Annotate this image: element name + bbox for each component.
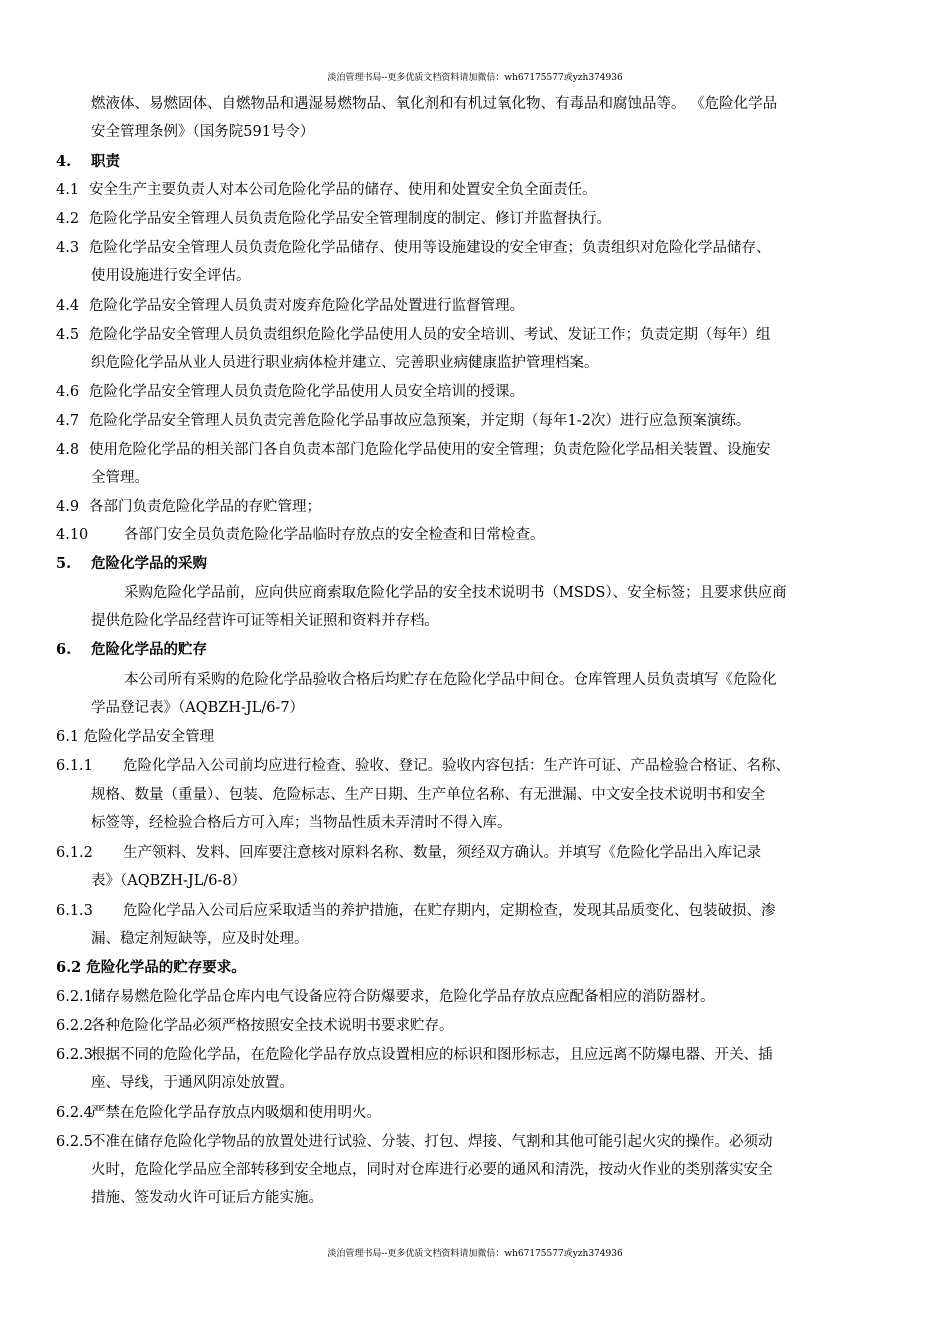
section-5-para-line-1: 采购危险化学品前，应向供应商索取危险化学品的安全技术说明书（MSDS）、安全标签；且要求供应商 [124,585,787,601]
item-6-2-2 [56,1012,454,1040]
item-text: 危险化学品安全管理人员负责危险化学品安全管理制度的制定、修订并监督执行。 [89,211,611,227]
item-text: 储存易燃危险化学品仓库内电气设备应符合防爆要求，危险化学品存放点应配备相应的消防器材。 [91,989,715,1005]
item-number: 4.9 [56,499,80,515]
item-number: 4.4 [56,298,80,314]
item-4-4 [56,292,524,320]
item-4-2 [56,205,611,233]
item-6-2-3 [56,1041,773,1069]
item-number: 4.8 [56,442,80,458]
item-6-2-5-cont-1: 火时，危险化学品应全部转移到安全地点，同时对仓库进行必要的通风和清洗，按动火作业的类别落实安全 [91,1162,773,1178]
item-4-5-cont: 织危险化学品从业人员进行职业病体检并建立、完善职业病健康监护管理档案。 [91,355,599,371]
page-footer: 淡泊管理书局--更多优质文档资料请加微信：wh67175577或yzh374936 [327,1249,623,1259]
item-text: 危险化学品安全管理人员负责完善危险化学品事故应急预案，并定期（每年1-2次）进行应急预案演练。 [89,413,751,429]
page-header: 淡泊管理书局--更多优质文档资料请加微信：wh67175577或yzh374936 [327,73,623,83]
item-text: 根据不同的危险化学品，在危险化学品存放点设置相应的标识和图形标志，且应远离不防爆电器、开关、插 [91,1047,773,1063]
section-6-heading [56,636,207,664]
item-text: 生产领料、发料、回库要注意核对原料名称、数量，须经双方确认。并填写《危险化学品出入库记录 [123,845,761,861]
item-number: 4.1 [56,182,80,198]
item-number: 6.2.3 [56,1047,93,1063]
item-text: 危险化学品安全管理人员负责危险化学品储存、使用等设施建设的安全审查；负责组织对危险化学品储存、 [89,240,771,256]
item-6-1-2 [56,839,761,867]
section-number: 4. [56,153,72,170]
item-4-3-cont: 使用设施进行安全评估。 [91,268,251,284]
item-4-8 [56,436,771,464]
item-4-9 [56,493,321,521]
section-6-para-line-1: 本公司所有采购的危险化学品验收合格后均贮存在危险化学品中间仓。仓库管理人员负责填写《危险化 [124,672,777,688]
subsection-6-1-heading: 6.1 危险化学品安全管理 [56,729,215,745]
item-text: 危险化学品入公司前均应进行检查、验收、登记。验收内容包括：生产许可证、产品检验合格证、名称、 [123,758,790,774]
section-title: 危险化学品的贮存 [91,641,207,658]
section-number: 6. [56,641,72,658]
item-number: 6.2.5 [56,1134,93,1150]
item-6-1-1-cont-2: 标签等，经检验合格后方可入库；当物品性质未弄清时不得入库。 [91,815,512,831]
section-title: 职责 [91,153,120,170]
item-4-6 [56,378,524,406]
item-6-2-5 [56,1128,773,1156]
item-text: 各部门负责危险化学品的存贮管理； [89,499,321,515]
item-text: 各部门安全员负责危险化学品临时存放点的安全检查和日常检查。 [124,527,545,543]
item-4-3 [56,234,771,262]
item-6-1-3 [56,897,776,925]
item-number: 6.2.1 [56,989,93,1005]
section-6-para-line-2: 学品登记表》（AQBZH-JL/6-7） [91,700,305,716]
item-6-2-1 [56,983,715,1011]
item-4-5 [56,321,771,349]
item-number: 6.1.1 [56,758,93,774]
intro-line-1: 燃液体、易燃固体、自燃物品和遇湿易燃物品、氧化剂和有机过氧化物、有毒品和腐蚀品等。 《危险化学品 [91,96,778,112]
item-number: 4.3 [56,240,80,256]
item-text: 危险化学品入公司后应采取适当的养护措施，在贮存期内，定期检查，发现其品质变化、包装破损、渗 [123,903,776,919]
subsection-6-2-heading: 6.2 危险化学品的贮存要求。 [56,959,246,976]
item-number: 4.2 [56,211,80,227]
item-text: 各种危险化学品必须严格按照安全技术说明书要求贮存。 [91,1018,454,1034]
section-5-para-line-2: 提供危险化学品经营许可证等相关证照和资料并存档。 [91,613,439,629]
item-4-8-cont: 全管理。 [91,470,149,486]
item-text: 使用危险化学品的相关部门各自负责本部门危险化学品使用的安全管理；负责危险化学品相关装置、设施安 [89,442,771,458]
item-number: 4.6 [56,384,80,400]
item-number: 6.2.2 [56,1018,93,1034]
item-number: 6.2.4 [56,1105,93,1121]
item-6-1-3-cont: 漏、稳定剂短缺等，应及时处理。 [91,931,309,947]
item-number: 6.1.2 [56,845,93,861]
item-text: 危险化学品安全管理人员负责对废弃危险化学品处置进行监督管理。 [89,298,524,314]
item-number: 4.5 [56,327,80,343]
item-text: 不准在储存危险化学物品的放置处进行试验、分装、打包、焊接、气割和其他可能引起火灾的操作。必须动 [91,1134,773,1150]
item-4-10 [56,521,545,549]
item-6-2-5-cont-2: 措施、签发动火许可证后方能实施。 [91,1190,323,1206]
item-number: 4.7 [56,413,80,429]
item-text: 严禁在危险化学品存放点内吸烟和使用明火。 [91,1105,381,1121]
item-6-2-4 [56,1099,381,1127]
section-5-heading [56,550,207,578]
item-4-1 [56,176,597,204]
item-6-1-1-cont-1: 规格、数量（重量）、包装、危险标志、生产日期、生产单位名称、有无泄漏、中文安全技术说明书和安全 [91,787,766,803]
item-6-1-1 [56,752,790,780]
item-6-1-2-cont: 表》（AQBZH-JL/6-8） [91,873,247,889]
item-text: 危险化学品安全管理人员负责组织危险化学品使用人员的安全培训、考试、发证工作；负责定期（每年）组 [89,327,771,343]
section-title: 危险化学品的采购 [91,555,207,572]
item-number: 6.1.3 [56,903,93,919]
item-4-7 [56,407,750,435]
item-number: 4.10 [56,527,89,543]
item-6-2-3-cont: 座、导线，于通风阴凉处放置。 [91,1075,294,1091]
section-number: 5. [56,555,72,572]
section-4-heading [56,148,120,176]
item-text: 危险化学品安全管理人员负责危险化学品使用人员安全培训的授课。 [89,384,524,400]
item-text: 安全生产主要负责人对本公司危险化学品的储存、使用和处置安全负全面责任。 [89,182,597,198]
intro-line-2: 安全管理条例》（国务院591号令） [91,124,315,140]
